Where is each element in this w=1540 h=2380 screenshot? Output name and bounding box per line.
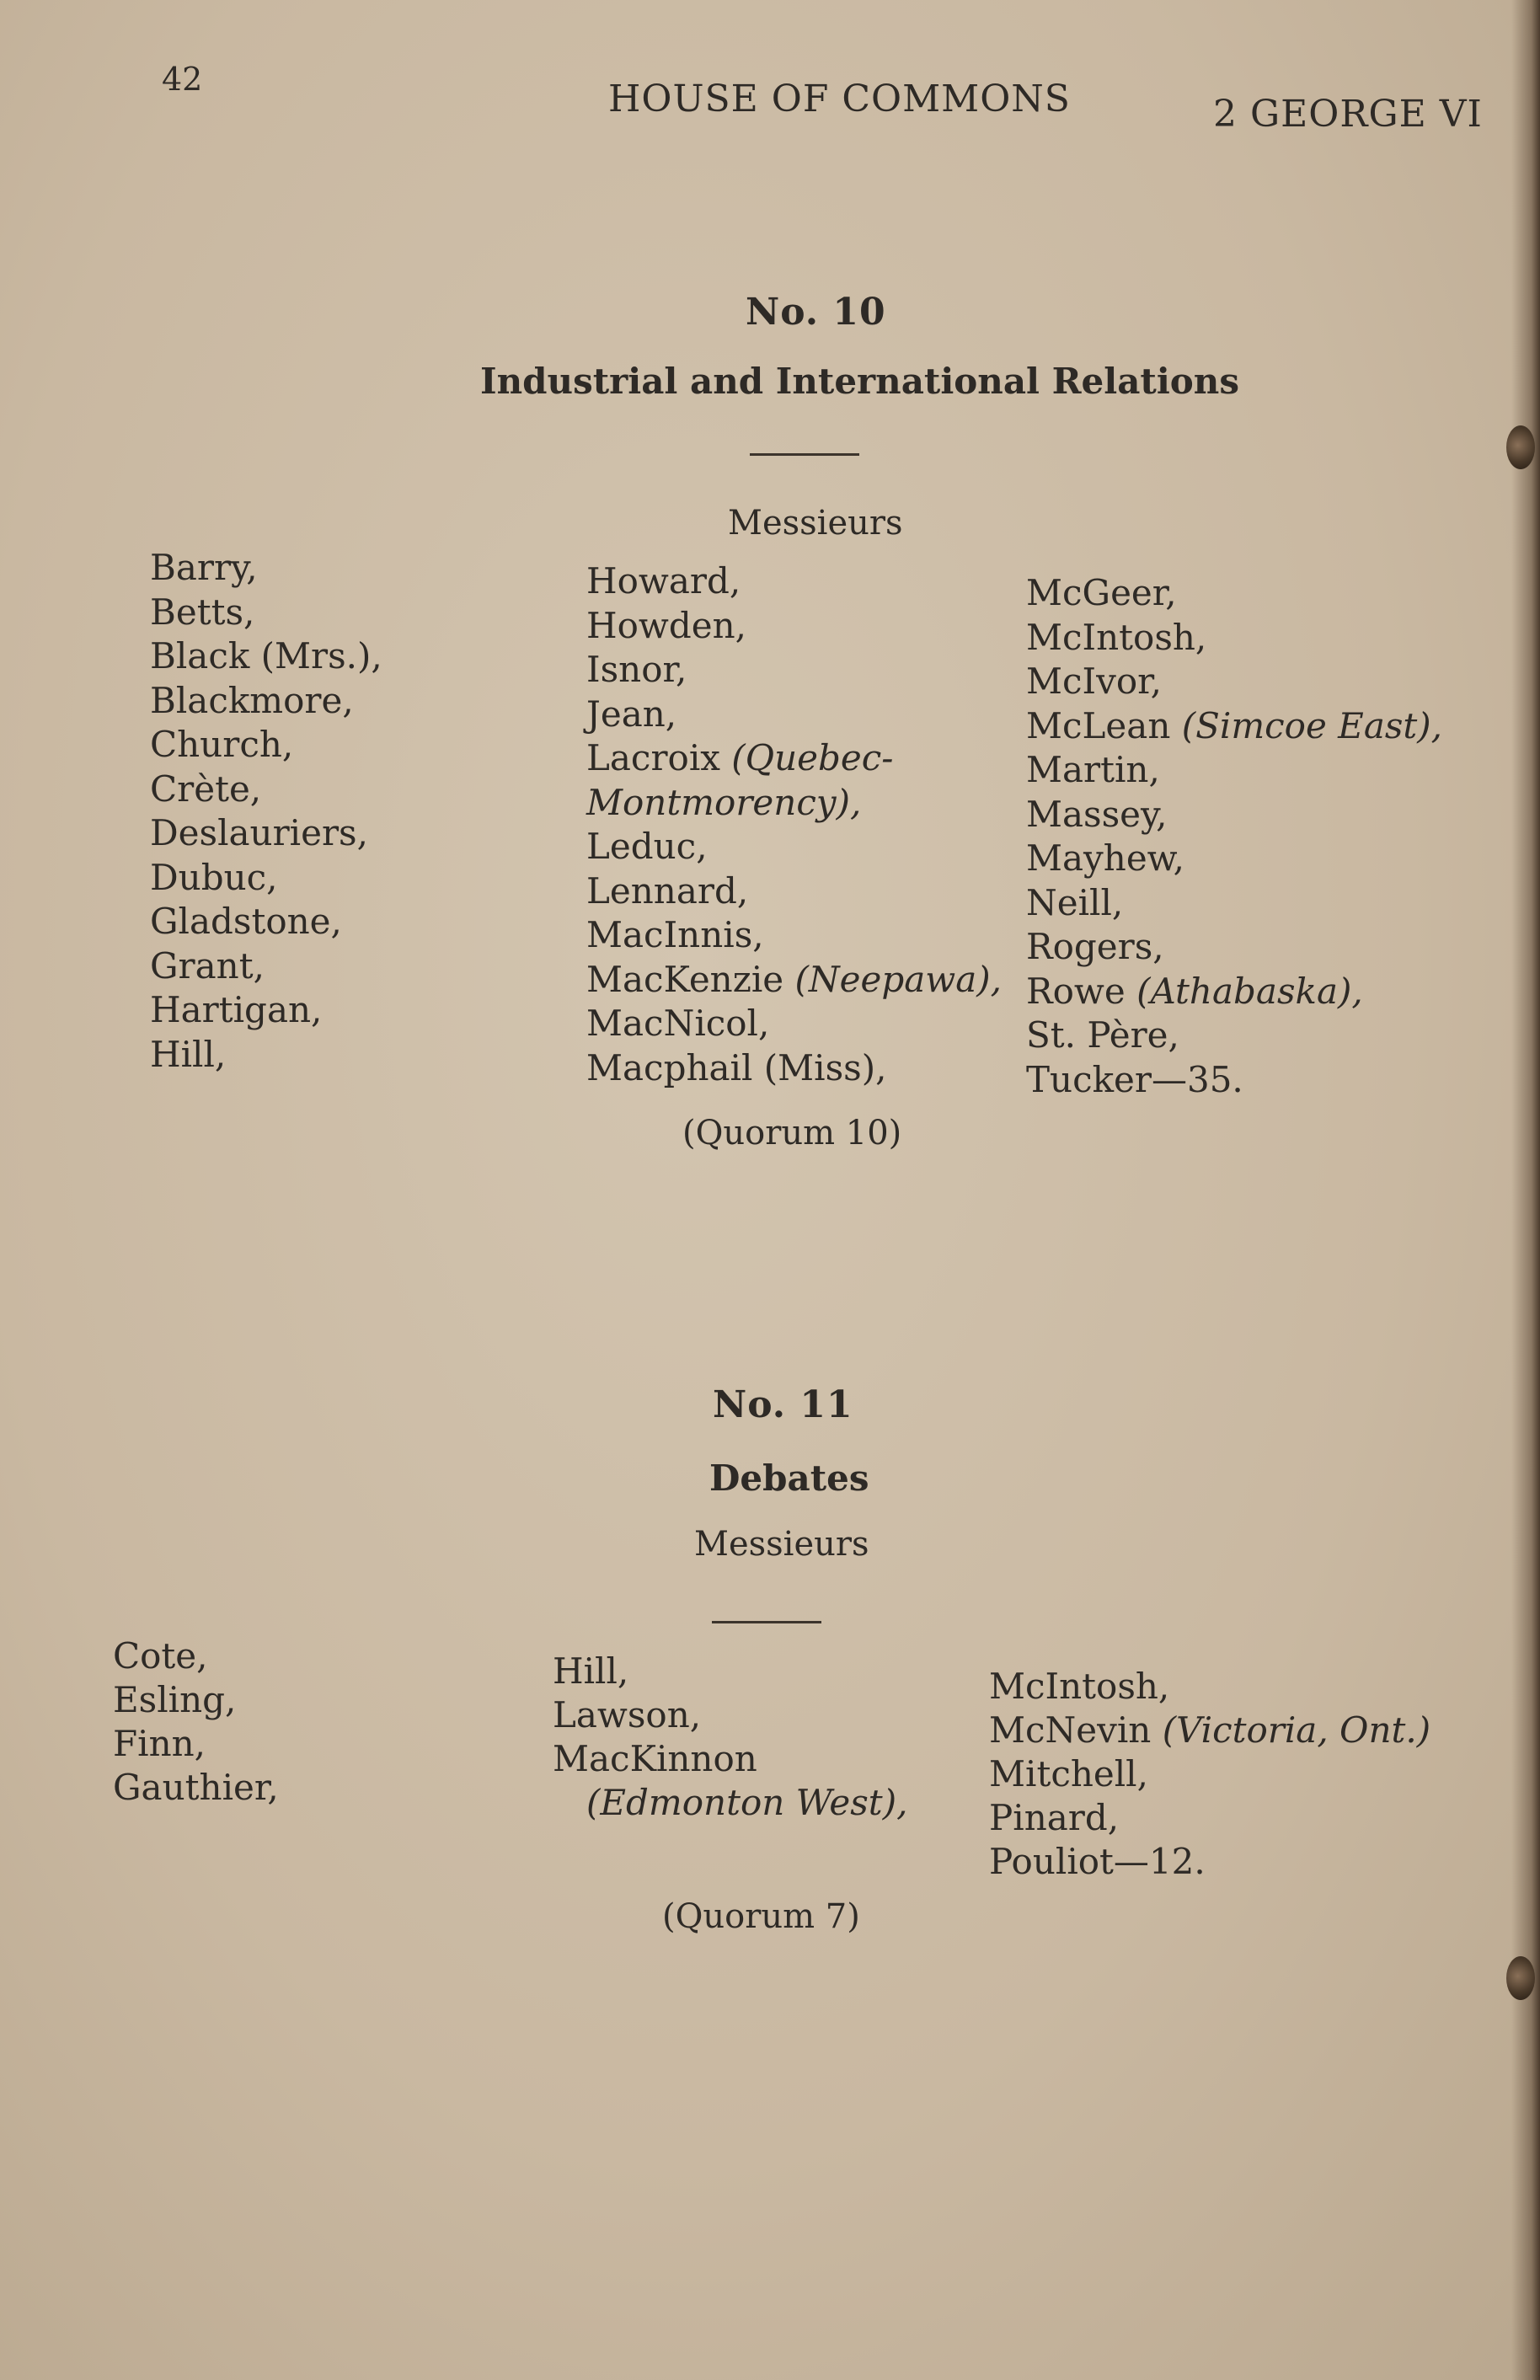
- member-entry: [553, 1693, 907, 1737]
- member-column-1: [113, 1634, 279, 1810]
- member-entry: [586, 958, 1002, 1003]
- page-edge-shadow: [1511, 0, 1540, 2380]
- member-name: MacKinnon: [553, 1738, 757, 1779]
- member-entry: [1026, 881, 1442, 926]
- member-name: McGeer,: [1026, 572, 1177, 613]
- member-name: Hill,: [553, 1650, 629, 1692]
- member-entry: [1026, 616, 1442, 661]
- member-entry: [1026, 970, 1442, 1014]
- member-entry: [989, 1796, 1430, 1840]
- member-name: Mitchell,: [989, 1753, 1148, 1794]
- member-name: Pouliot—12.: [989, 1841, 1206, 1882]
- member-entry: [586, 604, 1002, 649]
- member-district: Montmorency),: [586, 781, 862, 823]
- member-entry: [553, 1650, 907, 1693]
- member-entry: [553, 1737, 907, 1781]
- member-entry: [989, 1665, 1430, 1709]
- member-entry: [989, 1752, 1430, 1796]
- member-entry: [586, 1002, 1002, 1046]
- member-district: (Edmonton West),: [586, 1782, 908, 1823]
- member-entry: [586, 1046, 1002, 1091]
- member-entry: [1026, 925, 1442, 970]
- member-entry: [989, 1709, 1430, 1752]
- member-name: Jean,: [586, 693, 677, 735]
- salutation: Messieurs: [694, 1525, 869, 1564]
- member-name: MacNicol,: [586, 1003, 770, 1044]
- member-name: Grant,: [150, 944, 265, 987]
- member-name: Macphail (Miss),: [586, 1046, 887, 1088]
- running-title: HOUSE OF COMMONS: [608, 78, 1071, 120]
- member-name: Lacroix: [586, 737, 720, 778]
- member-entry: [1026, 704, 1442, 749]
- member-entry: [1026, 748, 1442, 793]
- member-entry: [1026, 837, 1442, 881]
- member-entry-continued: [553, 1781, 907, 1825]
- member-column-2: [586, 559, 1002, 1090]
- member-entry: [1026, 1014, 1442, 1058]
- member-district: (Athabaska),: [1136, 970, 1363, 1012]
- member-name: Howard,: [586, 560, 741, 602]
- committee-number: No. 10: [746, 291, 886, 334]
- member-name: Church,: [150, 724, 294, 765]
- member-name: Mayhew,: [1026, 837, 1184, 879]
- member-entry-continued: [586, 781, 1002, 826]
- member-column-2: [553, 1650, 907, 1825]
- member-name: McIntosh,: [989, 1666, 1170, 1707]
- member-name: Esling,: [113, 1679, 237, 1720]
- title-rule: [750, 453, 859, 456]
- member-name: MacInnis,: [586, 914, 764, 955]
- member-column-3: [989, 1665, 1430, 1884]
- member-name: McIntosh,: [1026, 616, 1207, 658]
- binding-ring-bottom: [1506, 1956, 1535, 2000]
- member-name: Hill,: [150, 1033, 227, 1075]
- member-name: Cote,: [113, 1635, 208, 1677]
- member-name: Tucker—35.: [1026, 1058, 1243, 1100]
- page-number: 42: [162, 61, 203, 98]
- member-name: Isnor,: [586, 649, 687, 690]
- member-name: Rowe: [1026, 970, 1126, 1012]
- member-name: MacKenzie: [586, 958, 784, 1000]
- member-entry: [1026, 660, 1442, 704]
- member-name: Black (Mrs.),: [150, 635, 382, 677]
- member-entry: [586, 913, 1002, 958]
- member-name: Lennard,: [586, 869, 749, 912]
- member-name: Finn,: [113, 1723, 206, 1764]
- member-name: Betts,: [150, 591, 255, 633]
- member-entry: [1026, 1058, 1442, 1103]
- committee-name: Industrial and International Relations: [480, 361, 1239, 402]
- member-entry: [586, 559, 1002, 604]
- member-district: (Neepawa),: [794, 958, 1002, 1000]
- member-entry: [586, 648, 1002, 693]
- member-name: Gauthier,: [113, 1767, 279, 1808]
- member-name: Massey,: [1026, 793, 1168, 835]
- committee-name: Debates: [709, 1457, 869, 1499]
- title-rule: [712, 1621, 821, 1623]
- member-name: Crète,: [150, 767, 262, 810]
- member-column-3: [1026, 571, 1442, 1102]
- member-name: Deslauriers,: [150, 812, 368, 853]
- member-name: McIvor,: [1026, 661, 1162, 702]
- member-entry: [1026, 793, 1442, 837]
- member-name: Leduc,: [586, 826, 708, 867]
- member-name: Hartigan,: [150, 989, 323, 1030]
- member-entry: [989, 1840, 1430, 1884]
- quorum: (Quorum 10): [682, 1114, 902, 1153]
- committee-number: No. 11: [713, 1383, 853, 1426]
- member-entry: [586, 693, 1002, 737]
- member-name: Howden,: [586, 604, 747, 646]
- member-district: (Simcoe East),: [1181, 704, 1443, 746]
- member-entry: [1026, 571, 1442, 616]
- member-name: Rogers,: [1026, 926, 1164, 967]
- member-name: Blackmore,: [150, 679, 354, 721]
- member-name: Martin,: [1026, 749, 1160, 790]
- salutation: Messieurs: [728, 504, 903, 543]
- member-entry: [586, 736, 1002, 781]
- member-district: (Quebec-: [731, 737, 894, 778]
- binding-ring-top: [1506, 425, 1535, 469]
- member-name: St. Père,: [1026, 1014, 1179, 1056]
- member-name: McNevin: [989, 1709, 1152, 1751]
- member-name: McLean: [1026, 704, 1171, 746]
- member-district: (Victoria, Ont.): [1162, 1709, 1431, 1751]
- member-name: Dubuc,: [150, 856, 278, 898]
- session-label: 2 GEORGE VI: [1213, 93, 1483, 136]
- quorum: (Quorum 7): [662, 1897, 860, 1936]
- member-name: Gladstone,: [150, 901, 342, 942]
- member-name: Lawson,: [553, 1694, 702, 1736]
- member-name: Pinard,: [989, 1797, 1120, 1838]
- member-entry: [586, 869, 1002, 914]
- member-entry: [586, 825, 1002, 869]
- member-name: Neill,: [1026, 881, 1124, 923]
- member-name: Barry,: [150, 547, 258, 588]
- member-column-1: [150, 546, 382, 1077]
